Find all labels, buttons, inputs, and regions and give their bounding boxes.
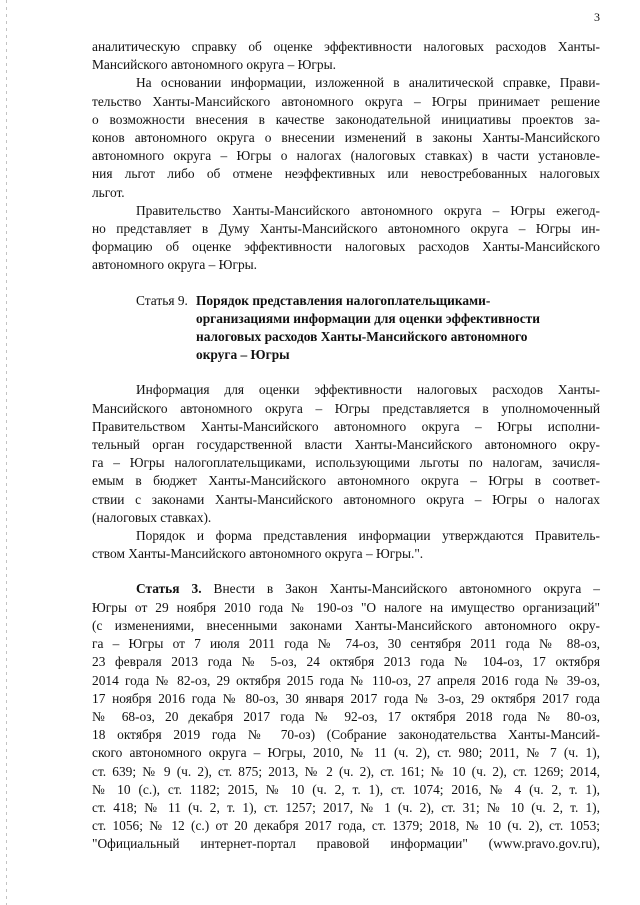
spacer xyxy=(92,364,600,381)
text-line: о возможности внесения в качестве законодательной инициативы проектов за- xyxy=(92,111,600,127)
text-line: льгот. xyxy=(92,184,125,200)
text-line: но представляет в Думу Ханты-Мансийского автономного округа – Югры ин- xyxy=(92,221,600,237)
title-line: Порядок представления налогоплательщиками- xyxy=(196,292,491,308)
text-line: 2014 года № 82-оз, 29 октября 2015 года № 110-оз, 27 апреля 2016 года № 39-оз, xyxy=(92,672,600,688)
text-line: тельство Ханты-Мансийского автономного округа – Югры принимает решение xyxy=(92,93,600,109)
article-3-first-line: Внести в Закон Ханты-Мансийского автономного округа – xyxy=(201,581,600,597)
text-line: Правительством Ханты-Мансийского автономного округа – Югры исполни- xyxy=(92,418,600,434)
text-line: Югры от 29 ноября 2010 года № 190-оз "О налоге на имущество организаций" xyxy=(92,599,600,615)
text-line: га – Югры от 7 июля 2011 года № 74-оз, 30 сентября 2011 года № 88-оз, xyxy=(92,636,600,652)
text-line: № 10 (с.), ст. 1182; 2015, № 10 (ч. 2, т. 1), ст. 1074; 2016, № 4 (ч. 2, т. 1), xyxy=(92,781,600,797)
spacer xyxy=(92,563,600,580)
title-line: округа – Югры xyxy=(196,347,290,363)
article-3-paragraph xyxy=(92,580,600,853)
paragraph-5 xyxy=(92,527,600,563)
text-line: Мансийского автономного округа – Югры представляется в уполномоченный xyxy=(92,400,600,416)
text-line: 17 ноября 2016 года № 80-оз, 30 января 2017 года № 3-оз, 29 октября 2017 года xyxy=(92,690,600,706)
text-line: емым в бюджет Ханты-Мансийского автономного округа – Югры в соответ- xyxy=(92,473,600,489)
paragraph-2 xyxy=(92,74,600,201)
text-line: ния льгот либо об отмене неэффективных или невостребованных налоговых xyxy=(92,166,600,182)
text-line: ством Ханты-Мансийского автономного округа – Югры.". xyxy=(92,546,424,562)
article-9-label: Статья 9. xyxy=(136,292,188,308)
text-line: тельный орган государственной власти Ханты-Мансийского автономного окру- xyxy=(92,437,600,453)
page-number: 3 xyxy=(594,10,600,24)
title-line: организациями информации для оценки эффективности xyxy=(196,310,540,326)
article-9-title xyxy=(196,292,600,365)
text-line: ст. 418; № 11 (ч. 2, т. 1), ст. 1257; 2017, № 1 (ч. 2), ст. 31; № 10 (ч. 2, т. 1), xyxy=(92,799,600,815)
title-line: налоговых расходов Ханты-Мансийского автономного xyxy=(196,329,528,345)
text-line: автономного округа – Югры о налогах (налоговых ставках) в части установле- xyxy=(92,148,600,164)
text-line: га – Югры налогоплательщиками, использующими льготы по налогам, зачисля- xyxy=(92,455,600,471)
text-line: формацию об оценке эффективности налоговых расходов Ханты-Мансийского xyxy=(92,239,600,255)
text-line: Порядок и форма представления информации утверждаются Правитель- xyxy=(136,528,600,544)
text-line: "Официальный интернет-портал правовой информации" (www.pravo.gov.ru), xyxy=(92,836,600,852)
paragraph-3 xyxy=(92,202,600,275)
scan-edge xyxy=(6,0,7,905)
text-line: Мансийского автономного округа – Югры. xyxy=(92,57,336,73)
text-line: 23 февраля 2013 года № 5-оз, 24 октября 2013 года № 104-оз, 17 октября xyxy=(92,654,600,670)
text-line: ствии с законами Ханты-Мансийского автономного округа – Югры о налогах xyxy=(92,491,600,507)
article-9-heading xyxy=(136,292,600,365)
spacer xyxy=(92,275,600,292)
document-body xyxy=(92,38,600,854)
paragraph-4 xyxy=(92,381,600,527)
article-3-label: Статья 3. xyxy=(136,581,202,597)
text-line: Правительство Ханты-Мансийского автономного округа – Югры ежегод- xyxy=(136,202,600,218)
text-line: (налоговых ставках). xyxy=(92,509,212,525)
text-line: автономного округа – Югры. xyxy=(92,257,257,273)
text-line: ст. 639; № 9 (ч. 2), ст. 875; 2013, № 2 (ч. 2), ст. 161; № 10 (ч. 2), ст. 1269; 2014, xyxy=(92,763,600,779)
text-line: ст. 1056; № 12 (с.) от 20 декабря 2017 года, ст. 1379; 2018, № 10 (ч. 2), ст. 1053; xyxy=(92,818,600,834)
text-line: На основании информации, изложенной в аналитической справке, Прави- xyxy=(136,75,600,91)
text-line: Информация для оценки эффективности налоговых расходов Ханты- xyxy=(136,382,600,398)
text-line: № 68-оз, 20 декабря 2017 года № 92-оз, 17 октября 2018 года № 80-оз, xyxy=(92,708,600,724)
text-line: конов автономного округа о внесении изменений в законы Ханты-Мансийского xyxy=(92,130,600,146)
text-line: ского автономного округа – Югры, 2010, № 11 (ч. 2), ст. 980; 2011, № 7 (ч. 1), xyxy=(92,745,600,761)
text-line: (с изменениями, внесенными законами Ханты-Мансийского автономного окру- xyxy=(92,617,600,633)
text-line: аналитическую справку об оценке эффективности налоговых расходов Ханты- xyxy=(92,39,600,54)
text-line xyxy=(92,580,600,598)
text-line: 18 октября 2019 года № 70-оз) (Собрание законодательства Ханты-Мансий- xyxy=(92,727,600,743)
paragraph-1 xyxy=(92,38,600,74)
